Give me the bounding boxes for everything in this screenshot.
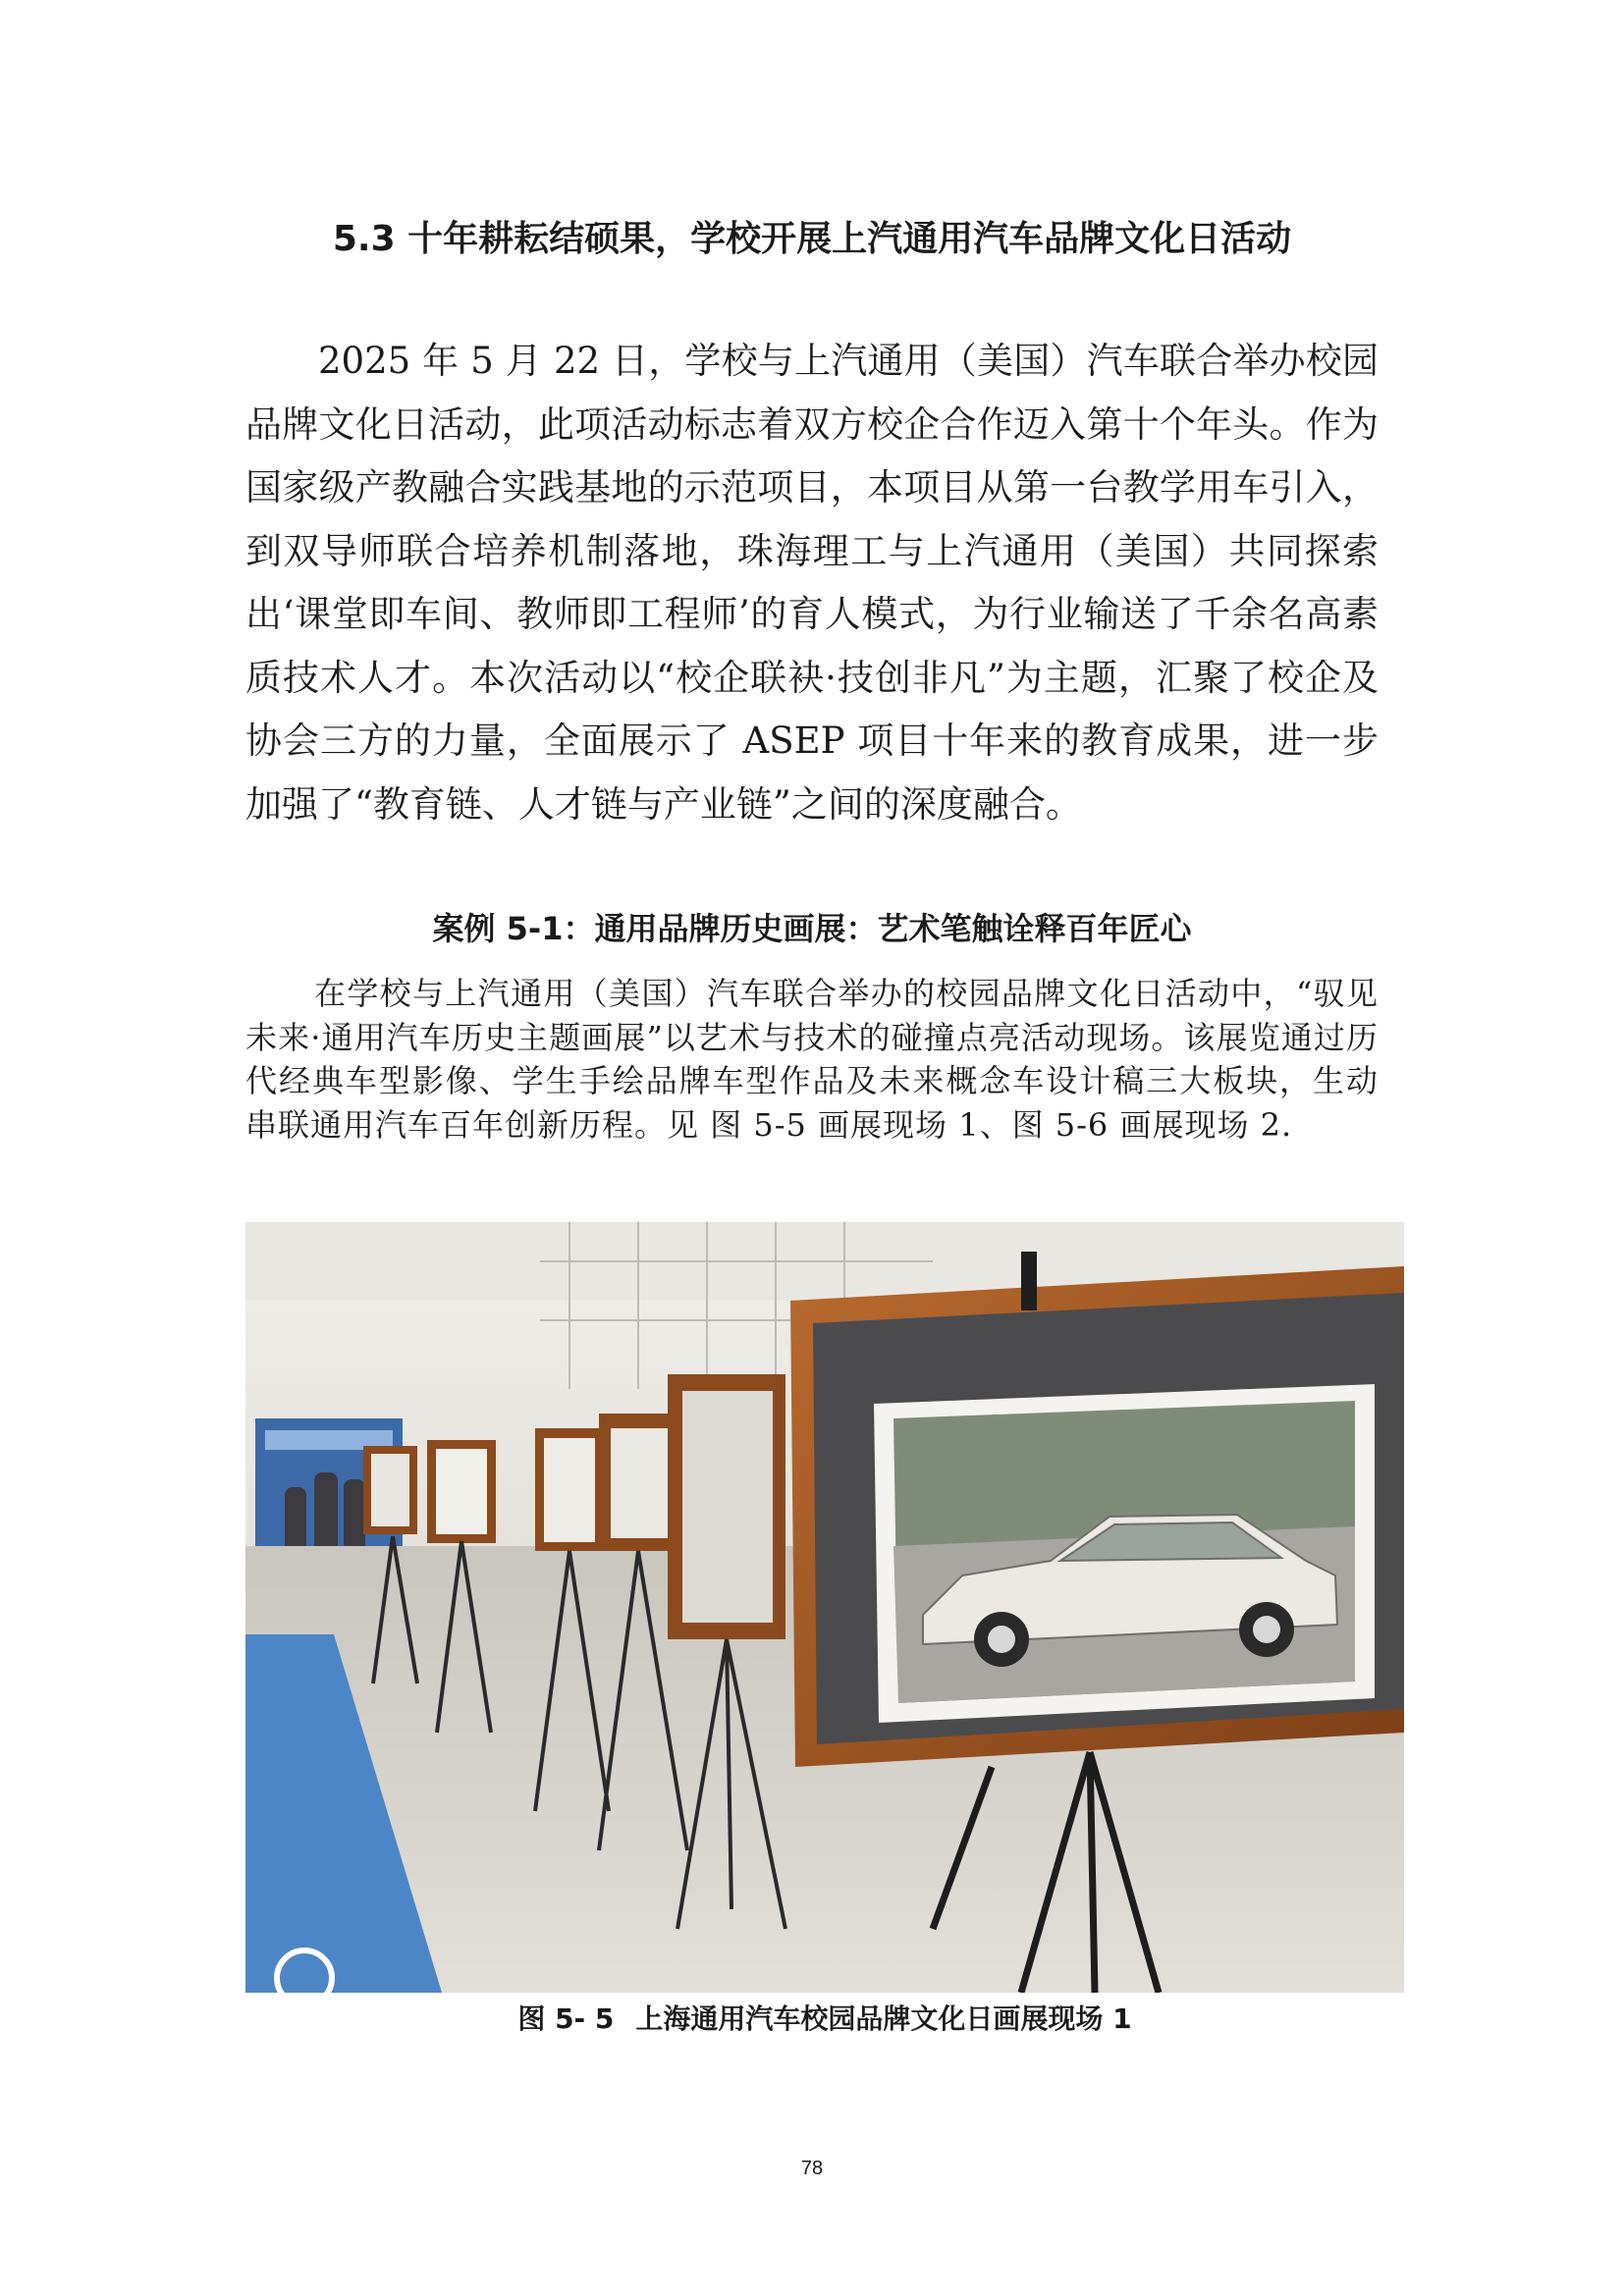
case-paragraph: 在学校与上汽通用（美国）汽车联合举办的校园品牌文化日活动中，“驭见未来·通用汽车历史主题画展”以艺术与技术的碰撞点亮活动现场。该展览通过历代经典车型影像、学生手绘品牌车型作品及未来概念车设计稿三大板块，生动串联通用汽车百年创新历程。见 图 5-5 画展现场 1、图 5-6 画展现场 2. bbox=[245, 975, 1379, 1144]
case-title: 案例 5-1：通用品牌历史画展：艺术笔触诠释百年匠心 bbox=[432, 910, 1192, 947]
page-number: 78 bbox=[800, 2158, 824, 2179]
figure-caption bbox=[245, 1998, 1404, 2041]
figure-number: 图 5- 5 bbox=[517, 2002, 615, 2035]
figure-caption-text: 上海通用汽车校园品牌文化日画展现场 1 bbox=[635, 2002, 1132, 2035]
section-title: 5.3 十年耕耘结硕果，学校开展上汽通用汽车品牌文化日活动 bbox=[332, 219, 1292, 259]
intro-paragraph: 2025 年 5 月 22 日，学校与上汽通用（美国）汽车联合举办校园品牌文化日活动，此项活动标志着双方校企合作迈入第十个年头。作为国家级产教融合实践基地的示范项目，本项目从第一台教学用车引入，到双导师联合培养机制落地，珠海理工与上汽通用（美国）共同探索出‘课堂即车间、教师即工程师’的育人模式，为行业输送了千余名高素质技术人才。本次活动以“校企联袂·技创非凡”为主题，汇聚了校企及协会三方的力量，全面展示了 ASEP 项目十年来的教育成果，进一步加强了“教育链、人才链与产业链”之间的深度融合。 bbox=[245, 340, 1379, 826]
exhibition-photo bbox=[245, 1222, 1404, 1993]
